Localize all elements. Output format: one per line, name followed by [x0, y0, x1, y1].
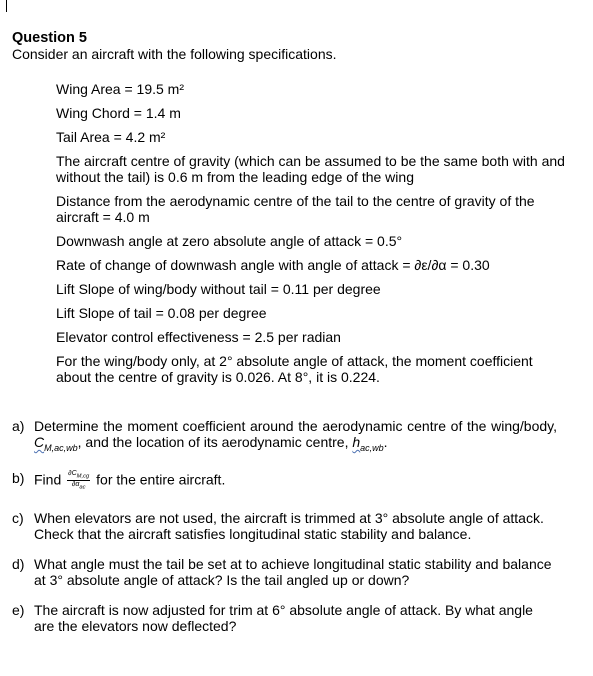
text-cursor [6, 0, 7, 12]
spec-tail-distance: Distance from the aerodynamic centre of the tail to the centre of gravity of the aircraft = 4.0 m [56, 193, 535, 225]
spec-wing-chord: Wing Chord = 1.4 m [56, 105, 181, 121]
question-a [12, 418, 557, 456]
spec-downwash-rate: Rate of change of downwash angle with angle of attack = ∂ε/∂α = 0.30 [56, 257, 490, 273]
question-c [12, 510, 557, 542]
spec-downwash-angle: Downwash angle at zero absolute angle of attack = 0.5° [56, 233, 403, 249]
spec-centre-of-gravity: The aircraft centre of gravity (which can be assumed to be the same both with and without the tail) is 0.6 m from the leading edge of the wing [56, 153, 565, 185]
question-e-text: The aircraft is now adjusted for trim at 6° absolute angle of attack. By what angle are the elevators now deflected? [34, 601, 533, 634]
symbol-cm-ac-wb: $C_{M,ac,wb}$ [34, 434, 78, 453]
question-c-label: c) [12, 509, 24, 526]
question-e-label: e) [12, 601, 25, 618]
question-a-text-mid: , and the location of its aerodynamic centre, [77, 434, 349, 450]
sub-questions [12, 418, 557, 648]
spec-tail-area: Tail Area = 4.2 m² [56, 129, 166, 145]
question-b [12, 470, 557, 492]
question-b-label: b) [12, 469, 25, 486]
question-d-label: d) [12, 555, 25, 572]
spec-elevator-effectiveness: Elevator control effectiveness = 2.5 per radian [56, 329, 341, 345]
question-a-text-before: Determine the moment coefficient around the aerodynamic centre of the wing/body, [34, 418, 557, 434]
question-a-label: a) [12, 418, 25, 434]
question-e [12, 602, 557, 634]
specifications-list [56, 81, 566, 393]
question-c-text: When elevators are not used, the aircraft is trimmed at 3° absolute angle of attack. Check that the aircraft satisfies longitudinal static stability and balance. [34, 509, 544, 542]
question-title: Question 5 [12, 30, 87, 46]
question-b-text-after: for the entire aircraft. [96, 471, 226, 488]
spec-wing-area: Wing Area = 19.5 m² [56, 81, 185, 97]
question-d-text: What angle must the tail be set at to achieve longitudinal static stability and balance at 3° absolute angle of attack? Is the tail angled up or down? [34, 555, 552, 588]
spec-lift-slope-wing: Lift Slope of wing/body without tail = 0.11 per degree [56, 281, 381, 297]
symbol-h-ac-wb: $h_{ac,wb}$ [352, 434, 384, 453]
question-d [12, 556, 557, 588]
spec-moment-coefficients: For the wing/body only, at 2° absolute angle of attack, the moment coefficient about the centre of gravity is 0.026. At 8°, it is 0.224. [56, 353, 533, 385]
spec-lift-slope-tail: Lift Slope of tail = 0.08 per degree [56, 305, 267, 321]
derivative-fraction: $\frac{\partial C_{M,cg}}{\partial\alpha_{ac}}$ [68, 469, 90, 491]
question-b-text-before: Find [34, 471, 62, 488]
question-intro: Consider an aircraft with the following specifications. [12, 46, 337, 62]
question-a-text-end: . [383, 434, 388, 450]
